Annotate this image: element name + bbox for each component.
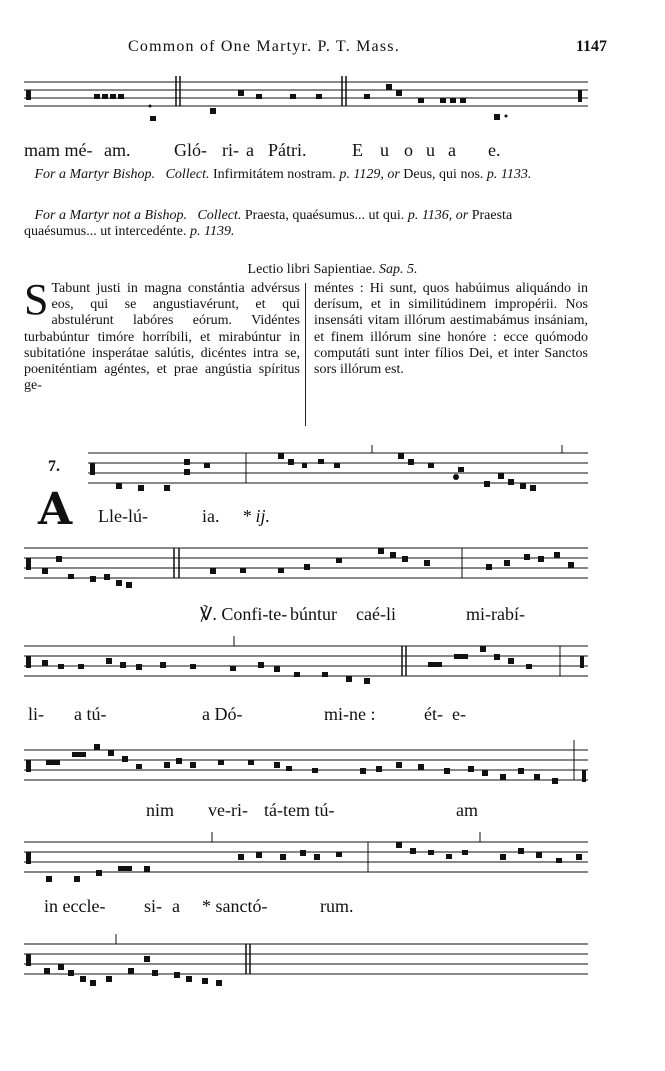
lyric-syllable: mi-rabí- bbox=[466, 604, 525, 624]
chant-staff-6 bbox=[24, 928, 588, 998]
lyric-syllable: mam mé- bbox=[24, 140, 93, 160]
lyric-syllable: a bbox=[448, 140, 456, 160]
lyric-syllable: E bbox=[352, 140, 363, 160]
rubric-heading: For a Martyr not a Bishop. bbox=[34, 208, 187, 223]
page-reference: p. 1136, bbox=[407, 208, 453, 223]
column-divider bbox=[305, 283, 306, 426]
drop-cap: S bbox=[24, 275, 49, 324]
lyric-syllable: a bbox=[246, 140, 254, 160]
lyric-syllable: Lle-lú- bbox=[98, 506, 148, 526]
lectio-text: Tabunt justi in magna constántia advérsus eos, qui se angustiavérunt, et qui abstulérunt labóres eórum. Vidéntes turbabúntur timóre horríbili, et mirabúntur in subitatióne insperátae salútis, dicéntes intra se, poeniténtiam agéntes, et prae angústia spíritus ge- bbox=[24, 281, 300, 394]
lyric-syllable: am. bbox=[104, 140, 131, 160]
lyric-syllable: ve-ri- bbox=[208, 800, 248, 820]
page-header-title: Common of One Martyr. P. T. Mass. bbox=[128, 38, 400, 55]
lyric-syllable: a tú- bbox=[74, 704, 107, 724]
or-word: or bbox=[455, 208, 469, 223]
lyric-syllable: e- bbox=[452, 704, 466, 724]
rubric-martyr-not-bishop bbox=[24, 208, 588, 240]
lyric-syllable: u bbox=[426, 140, 435, 160]
lyric-syllable: tá-tem tú- bbox=[264, 800, 335, 820]
lectio-column-left bbox=[24, 275, 300, 394]
chant-staff-5 bbox=[24, 828, 588, 890]
collect-label: Collect. bbox=[197, 208, 242, 223]
chant-staff-2 bbox=[24, 538, 588, 598]
collect-incipit: Praesta quaésumus... ut intercedénte. bbox=[24, 208, 513, 239]
lyric-syllable: Gló- bbox=[174, 140, 207, 160]
lyric-syllable: * sanctó- bbox=[202, 896, 268, 916]
chant-staff-1 bbox=[88, 445, 588, 500]
page-number: 1147 bbox=[575, 38, 607, 55]
page-reference: p. 1133. bbox=[486, 167, 532, 182]
chant-number: 7. bbox=[48, 458, 60, 475]
lyric-syllable: ri- bbox=[222, 140, 239, 160]
lyric-syllable: e. bbox=[488, 140, 501, 160]
lectio-column-right bbox=[314, 281, 588, 378]
collect-incipit: Infirmitátem nostram. bbox=[213, 167, 336, 182]
lyric-syllable: u bbox=[380, 140, 389, 160]
chant-staff-4 bbox=[24, 736, 588, 796]
lyric-syllable: ℣. Confi-te- bbox=[200, 604, 288, 624]
lyric-syllable: o bbox=[404, 140, 413, 160]
lyric-syllable: Pátri. bbox=[268, 140, 307, 160]
lyric-syllable: ét- bbox=[424, 704, 443, 724]
lyric-syllable: ia. bbox=[202, 506, 220, 526]
lectio-reference: Sap. 5. bbox=[378, 262, 418, 277]
lyric-syllable: * ij. bbox=[242, 506, 271, 526]
lyric-syllable: si- bbox=[144, 896, 162, 916]
rubric-martyr-bishop bbox=[24, 167, 588, 183]
collect-label: Collect. bbox=[165, 167, 210, 182]
lyric-syllable: a Dó- bbox=[202, 704, 243, 724]
lyric-syllable: caé-li bbox=[356, 604, 396, 624]
lectio-text: méntes : Hi sunt, quos habúimus aliquándo in derísum, et in similitúdinem impropérii. Nos insensáti vitam illórum aestimabámus insániam, et finem illórum sine honóre : ecce quómodo computáti sunt inter fílios Dei, et inter Sanctos sors illórum est. bbox=[314, 281, 588, 378]
rubric-heading: For a Martyr Bishop. bbox=[34, 167, 156, 182]
lectio-title: Lectio libri Sapientiae. bbox=[247, 262, 376, 277]
lyric-syllable: rum. bbox=[320, 896, 354, 916]
lectio-heading bbox=[0, 262, 665, 278]
running-header bbox=[0, 38, 665, 60]
page-reference: p. 1129, bbox=[339, 167, 384, 182]
lyric-syllable: in eccle- bbox=[44, 896, 106, 916]
or-word: or bbox=[387, 167, 400, 182]
chant-staff-3 bbox=[24, 632, 588, 692]
lyric-syllable: li- bbox=[28, 704, 44, 724]
lyric-syllable: a bbox=[172, 896, 180, 916]
lyric-syllable: búntur bbox=[290, 604, 337, 624]
chant-initial: A bbox=[38, 484, 73, 535]
lyric-syllable: am bbox=[456, 800, 478, 820]
page-reference: p. 1139. bbox=[190, 224, 235, 239]
chant-staff-intro bbox=[24, 76, 588, 126]
lyric-syllable: nim bbox=[146, 800, 175, 820]
collect-incipit: Praesta, quaésumus... ut qui. bbox=[244, 208, 405, 223]
collect-incipit: Deus, qui nos. bbox=[403, 167, 484, 182]
lyric-syllable: mi-ne : bbox=[324, 704, 376, 724]
